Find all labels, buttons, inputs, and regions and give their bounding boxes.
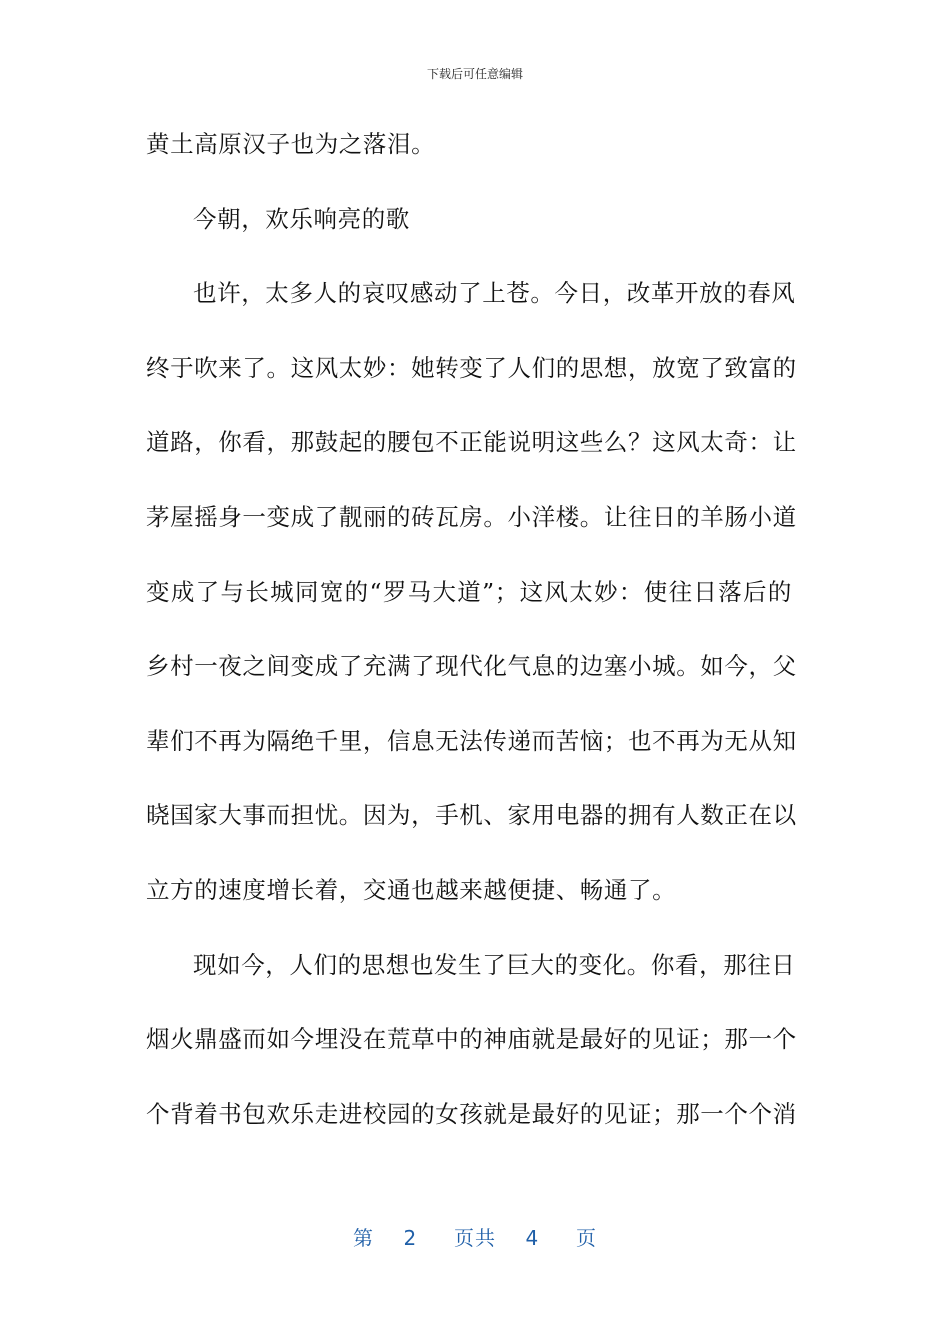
- current-page-number: 2: [403, 1226, 418, 1250]
- document-body: [146, 122, 797, 1166]
- page-header: 下载后可任意编辑: [426, 67, 523, 81]
- page-footer: [0, 1224, 950, 1252]
- body-line: 乡村一夜之间变成了充满了现代化气息的边塞小城。如今，父: [146, 652, 797, 681]
- body-line: 变成了与长城同宽的“罗马大道”；这风太妙：使往日落后的: [146, 577, 792, 606]
- page-number-middle: 页共: [454, 1226, 496, 1250]
- body-line: 立方的速度增长着，交通也越来越便捷、畅通了。: [146, 875, 677, 904]
- total-pages-number: 4: [525, 1226, 540, 1250]
- body-line: 道路，你看，那鼓起的腰包不正能说明这些么？这风太奇：让: [146, 428, 797, 457]
- body-line: 晓国家大事而担忧。因为，手机、家用电器的拥有人数正在以: [146, 801, 797, 830]
- section-heading: 今朝，欢乐响亮的歌: [193, 204, 410, 233]
- body-line: 也许，太多人的哀叹感动了上苍。今日，改革开放的春风: [193, 279, 796, 308]
- page-number-suffix: 页: [575, 1226, 597, 1250]
- body-line: 现如今，人们的思想也发生了巨大的变化。你看，那往日: [193, 950, 796, 979]
- body-line: 辈们不再为隔绝千里，信息无法传递而苦恼；也不再为无从知: [146, 726, 797, 755]
- body-line: 茅屋摇身一变成了靓丽的砖瓦房。小洋楼。让往日的羊肠小道: [146, 502, 797, 531]
- body-line: 个背着书包欢乐走进校园的女孩就是最好的见证；那一个个消: [146, 1099, 797, 1128]
- body-line: 烟火鼎盛而如今埋没在荒草中的神庙就是最好的见证；那一个: [146, 1025, 797, 1054]
- body-line: 终于吹来了。这风太妙：她转变了人们的思想，放宽了致富的: [146, 353, 797, 382]
- page-number-prefix: 第: [353, 1226, 375, 1250]
- body-line: 黄土高原汉子也为之落泪。: [146, 130, 436, 158]
